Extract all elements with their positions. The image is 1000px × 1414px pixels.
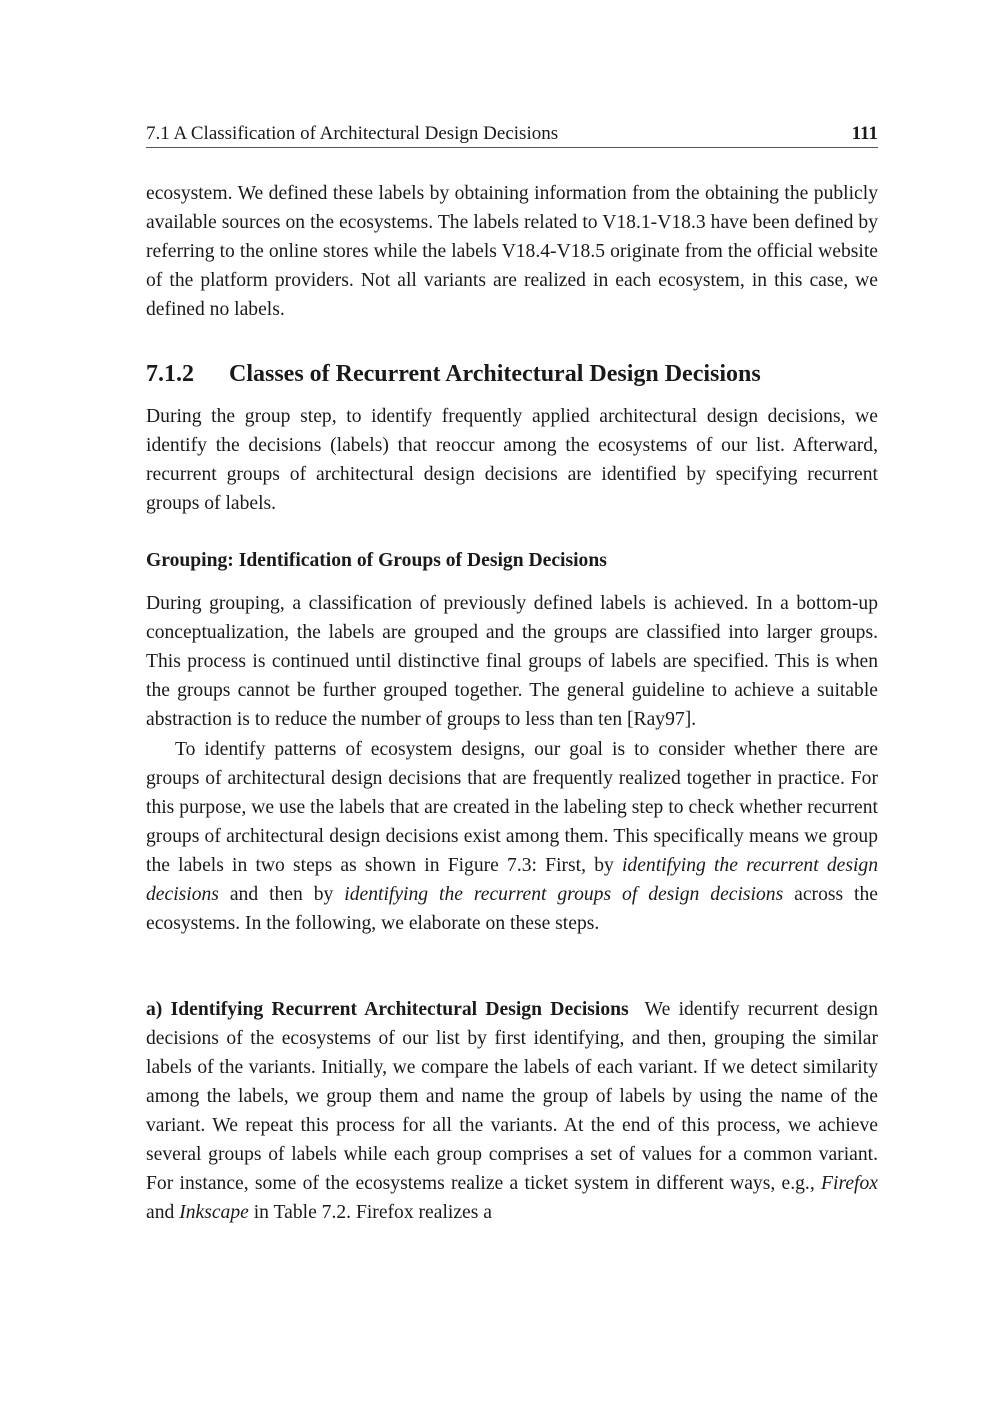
emphasis-run: identifying the recurrent design decisions [146,855,878,905]
emphasis-run: identifying the recurrent groups of design decisions [344,884,784,905]
text-run: across the ecosystems. In the following, we elaborate on these steps. [146,884,878,934]
running-header [146,120,878,148]
paragraph-group-step: During the group step, to identify frequently applied architectural design decisions, we identify the decisions (labels) that reoccur among the ecosystems of our list. Afterward, recurrent groups of architectural design decisions are identified by specifying recurrent groups of labels. [146,406,878,514]
emphasis-run: Inkscape [179,1202,249,1223]
paragraph-patterns [146,735,878,938]
section-number: 7.1.2 [146,361,194,387]
text-run: We identify recurrent design decisions of the ecosystems of our list by first identifying, and then, grouping the similar labels of the variants. Initially, we compare the labels of each variant. If we detect similarity among the labels, we group them and name the group of labels by using the name of the variant. We repeat this process for all the variants. At the end of this process, we achieve several groups of labels while each group comprises a set of values for a common variant. For instance, some of the ecosystems realize a ticket system in different ways, e.g., [146,999,878,1194]
emphasis-run: Firefox [821,1173,878,1194]
running-title: 7.1 A Classification of Architectural Design Decisions [146,123,559,144]
section-heading [146,359,878,389]
paragraph-identifying-recurrent [146,995,878,1227]
text-run: and [146,1202,180,1223]
text-run: in Table 7.2. Firefox realizes a [248,1202,492,1223]
text-run: To identify patterns of ecosystem designs, our goal is to consider whether there are groups of architectural design decisions that are frequently realized together in practice. For this purpose, we use the labels that are created in the labeling step to check whether recurrent groups of architectural design decisions exist among them. This specifically means we group the labels in two steps as shown in Figure 7.3: First, by [146,739,878,876]
section-title: Classes of Recurrent Architectural Design Decisions [229,361,761,387]
paragraph-ecosystem-labels: ecosystem. We defined these labels by obtaining information from the obtaining the publicly available sources on the ecosystems. The labels related to V18.1-V18.3 have been defined by referring to the online stores while the labels V18.4-V18.5 originate from the official website of the platform providers. Not all variants are realized in each ecosystem, in this case, we defined no labels. [146,183,878,320]
paragraph-grouping: During grouping, a classification of previously defined labels is achieved. In a bottom-up conceptualization, the labels are grouped and the groups are classified into larger groups. This process is continued until distinctive final groups of labels are specified. This is when the groups cannot be further grouped together. The general guideline to achieve a suitable abstraction is to reduce the number of groups to less than ten [Ray97]. [146,593,878,730]
subsection-heading: Grouping: Identification of Groups of Design Decisions [146,550,607,571]
run-in-heading: a) Identifying Recurrent Architectural Design Decisions [146,999,629,1020]
text-run: and then by [218,884,345,905]
page-number: 111 [851,123,878,144]
